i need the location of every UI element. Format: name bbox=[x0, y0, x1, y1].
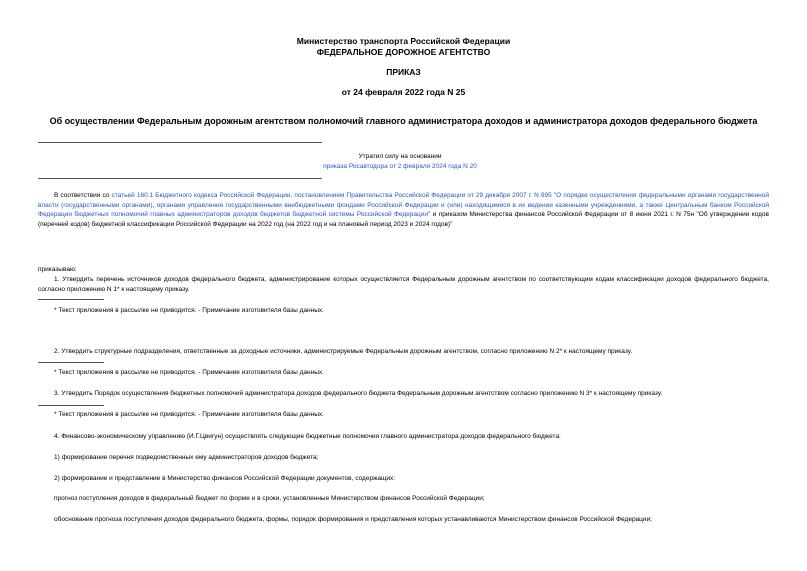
preamble-link[interactable]: статьей 160.1 Бюджетного кодекса Российской Федерации, постановлением Правительства Российской Федерации от 29 декабря 2007 г. N 995 "О порядке осуществления федеральными органами государственной власти (государственными органами), органами управления государственными внебюджетными фондами Российской Федерации и (или) находящимися в их ведении казенными учреждениями, а также Центральным банком Российской Федерации бюджетных полномочий главных администраторов доходов бюджетов бюджетной системы Российской Федерации" bbox=[38, 192, 769, 219]
preamble-text-end: и приказом Министерства финансов Российской Федерации от 8 июня 2021 г. N 75н "Об утверждении кодов (перечней кодов) бюджетной классификации Российской Федерации на 2022 год (на 2022 год и на плановый период 2023 и 2024 годов)" bbox=[38, 211, 769, 228]
preamble-text-start: В соответствии со bbox=[54, 192, 112, 199]
item-4: 4. Финансово-экономическому управлению (И.Г.Цвигун) осуществлять следующие бюджетные полномочия главного администратора доходов федерального бюджета: bbox=[54, 433, 561, 440]
footnote-divider-1 bbox=[38, 299, 104, 300]
document-type: ПРИКАЗ bbox=[386, 67, 421, 77]
item-4-2: 2) формирование и представление в Министерство финансов Российской Федерации документов, содержащих: bbox=[54, 475, 396, 482]
preamble-paragraph bbox=[38, 191, 769, 229]
footnote-1: * Текст приложения в рассылке не приводится. - Примечание изготовителя базы данных. bbox=[54, 307, 324, 314]
ministry-name: Министерство транспорта Российской Федерации bbox=[296, 36, 511, 46]
divider-top bbox=[38, 142, 322, 143]
status-note bbox=[300, 152, 500, 172]
basis-link[interactable]: приказа Росавтодора от 2 февраля 2024 года N 20 bbox=[323, 163, 477, 170]
footnote-divider-3 bbox=[38, 405, 104, 406]
item-2: 2. Утвердить структурные подразделения, ответственные за доходные источники, администрируемые Федеральным дорожным агентством, согласно приложению N 2* к настоящему приказу. bbox=[54, 348, 633, 355]
divider-bottom bbox=[38, 178, 322, 179]
item-1: 1. Утвердить перечень источников доходов федерального бюджета, администрирование которых осуществляется Федеральным дорожным агентством по соответствующим кодам классификации доходов федерального бюджета, согласно приложению N 1* к настоящему приказу. bbox=[38, 276, 769, 293]
document-title: Об осуществлении Федеральным дорожным агентством полномочий главного администратора доходов и администратора доходов федерального бюджета bbox=[49, 116, 758, 126]
document-date: от 24 февраля 2022 года N 25 bbox=[341, 87, 466, 97]
footnote-2: * Текст приложения в рассылке не приводится. - Примечание изготовителя базы данных. bbox=[54, 369, 324, 376]
item-4-1: 1) формирование перечня подведомственных ему администраторов доходов бюджета; bbox=[54, 454, 319, 461]
item-3: 3. Утвердить Порядок осуществления бюджетных полномочий администратора доходов федерального бюджета Федеральным дорожным агентством согласно приложению N 3* к настоящему приказу. bbox=[54, 390, 663, 397]
footnote-divider-2 bbox=[38, 362, 104, 363]
order-word: приказываю: bbox=[38, 266, 77, 273]
agency-name: ФЕДЕРАЛЬНОЕ ДОРОЖНОЕ АГЕНТСТВО bbox=[316, 47, 491, 57]
item-4-2-a: прогноз поступления доходов в федеральный бюджет по форме и в сроки, установленные Министерством финансов Российской Федерации; bbox=[54, 495, 485, 502]
item-4-2-b: обоснование прогноза поступления доходов федерального бюджета, формы, порядок формирования и представления которых устанавливаются Министерством финансов Российской Федерации; bbox=[54, 516, 652, 523]
lost-force-label: Утратил силу на основании bbox=[358, 153, 442, 160]
footnote-3: * Текст приложения в рассылке не приводится. - Примечание изготовителя базы данных. bbox=[54, 411, 324, 418]
